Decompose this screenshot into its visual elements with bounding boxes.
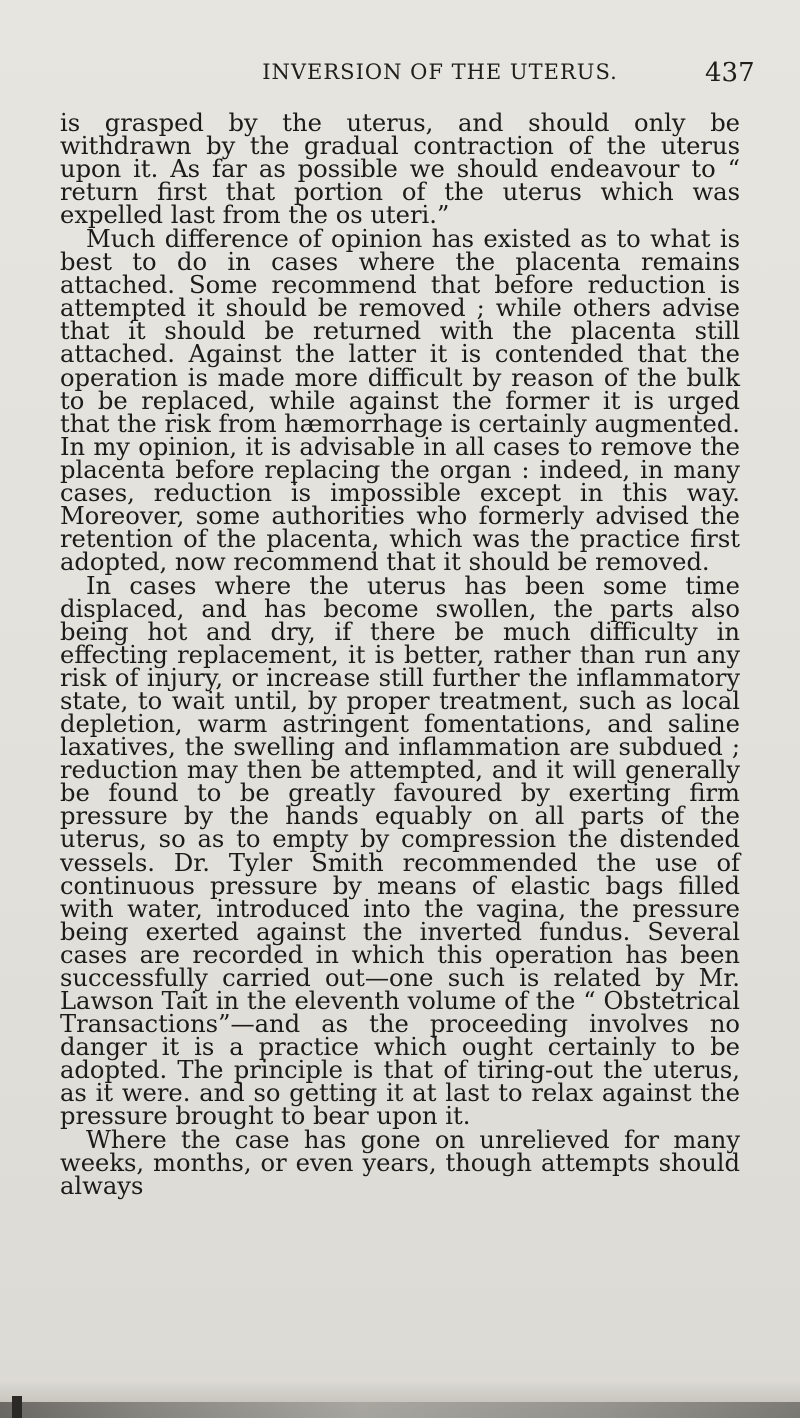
paragraph-swollen-uterus: In cases where the uterus has been some time displaced, and has become swollen, the parts also being hot and dry, if there be much difficulty in effecting replacement, it is better, rather than run any risk of injury, or increase still further the inflammatory state, to wait until, by proper treatment, such as local depletion, warm astringent fomentations, and saline laxatives, the swelling and inflammation are subdued ; reduction may then be attempted, and it will generally be found to be greatly favoured by exerting firm pressure by the hands equably on all parts of the uterus, so as to empty by compression the distended vessels. Dr. Tyler Smith recommended the use of continuous pressure by means of elastic bags filled with water, introduced into the vagina, the pressure being exerted against the inverted fundus. Several cases are recorded in which this operation has been successfully carried out—one such is related by Mr. Lawson Tait in the eleventh volume of the “ Obstetrical Transactions”—and as the proceeding involves no danger it is a practice which ought certainly to be adopted. The principle is that of tiring-out the uterus, as it were. and so getting it at last to relax against the pressure brought to bear upon it. [60, 571, 740, 1131]
paragraph-unrelieved-cases: Where the case has gone on unrelieved for many weeks, months, or even years, though attempts should always [60, 1126, 740, 1201]
paragraph-placenta: Much difference of opinion has existed as to what is best to do in cases where the placenta remains attached. Some recommend that before reduction is attempted it should be removed ; while others advise that it should be returned with the placenta still attached. Against the latter it is contended that the operation is made more difficult by reason of the bulk to be replaced, while against the former it is urged that the risk from hæmorrhage is certainly augmented. In my opinion, it is advisable in all cases to remove the placenta before replacing the organ : indeed, in many cases, reduction is impossible except in this way. Moreover, some authorities who formerly advised the retention of the placenta, which was the practice first adopted, now recommend that it should be removed. [60, 225, 740, 576]
paragraph-continued: is grasped by the uterus, and should only be withdrawn by the gradual contraction of the uterus upon it. As far as possible we should endeavour to “ return first that portion of the uterus which was expelled last from the os uteri.” [60, 109, 740, 230]
running-title: INVERSION OF THE UTERUS. [262, 60, 618, 84]
page-number: 437 [705, 58, 755, 88]
scan-edge-band [0, 1402, 800, 1418]
body-text [60, 109, 740, 1201]
scan-edge-mark [12, 1396, 22, 1418]
